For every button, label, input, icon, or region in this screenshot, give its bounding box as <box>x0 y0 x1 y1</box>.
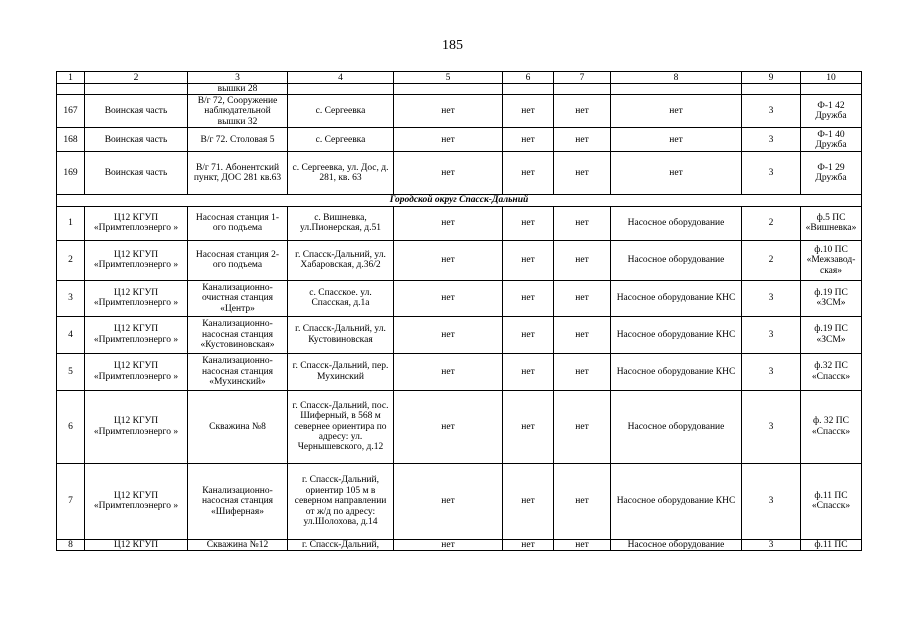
section-row <box>57 195 862 206</box>
table-cell: В/г 71. Абонентский пункт, ДОС 281 кв.63 <box>188 152 288 195</box>
table-cell: Насосное оборудование КНС <box>611 316 742 353</box>
table-cell: нет <box>554 240 611 280</box>
table-cell: г. Спасск-Дальний, пос. Шиферный, в 568 м севернее ориентира по адресу: ул. Чернышевского, д.12 <box>288 390 394 463</box>
table-cell: 167 <box>57 95 85 128</box>
table-cell: Скважина №12 <box>188 539 288 550</box>
column-header: 3 <box>188 72 288 84</box>
table-cell: 7 <box>57 463 85 539</box>
table-cell: Воинская часть <box>85 128 188 152</box>
table-cell: г. Спасск-Дальний, ориентир 105 м в северном направлении от ж/д по адресу: ул.Шолохова, д.14 <box>288 463 394 539</box>
column-header: 10 <box>801 72 862 84</box>
table-cell: 3 <box>57 280 85 316</box>
table-cell: нет <box>554 152 611 195</box>
table-cell: Ф-1 42 Дружба <box>801 95 862 128</box>
table-row <box>57 206 862 240</box>
table-cell: 4 <box>57 316 85 353</box>
table-cell: нет <box>394 539 503 550</box>
table-cell: Насосная станция 1-ого подъема <box>188 206 288 240</box>
table-cell: нет <box>503 390 554 463</box>
table-cell: нет <box>394 353 503 390</box>
table-cell: ф.19 ПС «ЗСМ» <box>801 316 862 353</box>
column-header: 8 <box>611 72 742 84</box>
table-row <box>57 280 862 316</box>
table-cell <box>57 84 85 95</box>
table-cell: нет <box>394 95 503 128</box>
table-cell: нет <box>503 240 554 280</box>
table-cell: 169 <box>57 152 85 195</box>
column-header: 2 <box>85 72 188 84</box>
table-cell: нет <box>394 240 503 280</box>
table-cell: г. Спасск-Дальний, ул. Хабаровская, д.36/2 <box>288 240 394 280</box>
table-cell: В/г 72, Сооружение наблюдательной вышки 32 <box>188 95 288 128</box>
table-cell: Ц12 КГУП «Примтеплоэнерго » <box>85 390 188 463</box>
page-number: 185 <box>442 38 463 53</box>
table-cell: нет <box>554 463 611 539</box>
table-cell: нет <box>611 95 742 128</box>
table-cell: Насосное оборудование КНС <box>611 353 742 390</box>
table-cell: ф.10 ПС «Межзавод-ская» <box>801 240 862 280</box>
table-row <box>57 152 862 195</box>
table-cell: нет <box>503 280 554 316</box>
table-cell: 6 <box>57 390 85 463</box>
column-header: 9 <box>742 72 801 84</box>
column-header: 4 <box>288 72 394 84</box>
table-cell <box>801 84 862 95</box>
table-cell: нет <box>503 463 554 539</box>
table-cell: Ц12 КГУП «Примтеплоэнерго » <box>85 463 188 539</box>
table-cell: г. Спасск-Дальний, ул. Кустовиновская <box>288 316 394 353</box>
section-title: Городской округ Спасск-Дальний <box>57 195 862 206</box>
table-cell: Насосное оборудование <box>611 390 742 463</box>
table-cell: нет <box>503 95 554 128</box>
table-cell <box>288 84 394 95</box>
table-cell: 8 <box>57 539 85 550</box>
table-cell: с. Сергеевка <box>288 95 394 128</box>
table-cell: нет <box>394 390 503 463</box>
table-cell: 168 <box>57 128 85 152</box>
table-row <box>57 390 862 463</box>
table-cell: с. Сергеевка <box>288 128 394 152</box>
table-cell: Насосное оборудование КНС <box>611 463 742 539</box>
table-cell: Ц12 КГУП «Примтеплоэнерго » <box>85 353 188 390</box>
table-cell: Ц12 КГУП «Примтеплоэнерго » <box>85 240 188 280</box>
table-cell: ф.32 ПС «Спасск» <box>801 353 862 390</box>
table-cell: Канализационно-насосная станция «Мухинский» <box>188 353 288 390</box>
column-header: 7 <box>554 72 611 84</box>
table-cell: нет <box>554 539 611 550</box>
column-number-row <box>57 72 862 84</box>
table-cell: нет <box>394 152 503 195</box>
table-cell: В/г 72. Столовая 5 <box>188 128 288 152</box>
table-cell: Насосная станция 2-ого подъема <box>188 240 288 280</box>
table-cell: нет <box>394 463 503 539</box>
table-cell: нет <box>394 316 503 353</box>
table-cell: с. Спасское. ул. Спасская, д.1а <box>288 280 394 316</box>
table-cell: нет <box>503 316 554 353</box>
table-cell: 1 <box>57 206 85 240</box>
table-row <box>57 84 862 95</box>
table-cell: нет <box>503 206 554 240</box>
table-cell: Ф-1 40 Дружба <box>801 128 862 152</box>
table-cell: нет <box>554 353 611 390</box>
table-cell: 3 <box>742 463 801 539</box>
table-cell: Насосное оборудование <box>611 240 742 280</box>
table-cell: Ц12 КГУП «Примтеплоэнерго » <box>85 280 188 316</box>
table-cell <box>85 84 188 95</box>
table-row <box>57 353 862 390</box>
table-cell: 3 <box>742 95 801 128</box>
table-cell: г. Спасск-Дальний, пер. Мухинский <box>288 353 394 390</box>
table-cell: Насосное оборудование <box>611 539 742 550</box>
table-cell: 3 <box>742 390 801 463</box>
table-cell: ф.19 ПС «ЗСМ» <box>801 280 862 316</box>
table-cell: ф.5 ПС «Вишневка» <box>801 206 862 240</box>
table-cell: нет <box>503 353 554 390</box>
table-cell: Насосное оборудование <box>611 206 742 240</box>
table-cell: нет <box>503 152 554 195</box>
table-cell: нет <box>394 206 503 240</box>
table-cell: Канализационно-насосная станция «Шиферная» <box>188 463 288 539</box>
table-cell: ф. 32 ПС «Спасск» <box>801 390 862 463</box>
table-cell: 2 <box>742 240 801 280</box>
table-cell: ф.11 ПС <box>801 539 862 550</box>
table-cell: нет <box>503 539 554 550</box>
column-header: 5 <box>394 72 503 84</box>
table-cell: 2 <box>742 206 801 240</box>
table-cell: Канализационно-насосная станция «Кустовиновская» <box>188 316 288 353</box>
table-cell: Воинская часть <box>85 152 188 195</box>
table-cell <box>503 84 554 95</box>
table-cell: с. Вишневка, ул.Пионерская, д.51 <box>288 206 394 240</box>
table-cell: 3 <box>742 152 801 195</box>
column-header: 6 <box>503 72 554 84</box>
table-cell: Канализационно-очистная станция «Центр» <box>188 280 288 316</box>
facilities-table <box>56 71 862 551</box>
table-cell: нет <box>503 128 554 152</box>
table-cell: 3 <box>742 353 801 390</box>
table-cell: нет <box>394 128 503 152</box>
table-cell: нет <box>554 280 611 316</box>
table-cell: нет <box>554 128 611 152</box>
table-cell: нет <box>554 316 611 353</box>
table-cell: нет <box>611 152 742 195</box>
table-cell: 5 <box>57 353 85 390</box>
table-row <box>57 128 862 152</box>
table-cell: г. Спасск-Дальний, <box>288 539 394 550</box>
table-cell: 2 <box>57 240 85 280</box>
table-cell: нет <box>394 280 503 316</box>
table-cell: Скважина №8 <box>188 390 288 463</box>
table-cell: вышки 28 <box>188 84 288 95</box>
column-header: 1 <box>57 72 85 84</box>
table-cell: нет <box>554 95 611 128</box>
table-cell: 3 <box>742 128 801 152</box>
table-row <box>57 463 862 539</box>
table-cell: Ц12 КГУП <box>85 539 188 550</box>
table-cell: 3 <box>742 316 801 353</box>
table-cell: Ц12 КГУП «Примтеплоэнерго » <box>85 206 188 240</box>
table-cell: Насосное оборудование КНС <box>611 280 742 316</box>
table-cell: с. Сергеевка, ул. Дос, д. 281, кв. 63 <box>288 152 394 195</box>
table-row <box>57 240 862 280</box>
table-cell: нет <box>611 128 742 152</box>
table-cell: нет <box>554 206 611 240</box>
table-cell: 3 <box>742 280 801 316</box>
table-cell <box>554 84 611 95</box>
table-row <box>57 316 862 353</box>
table-cell <box>611 84 742 95</box>
table-cell <box>394 84 503 95</box>
table-cell: ф.11 ПС «Спасск» <box>801 463 862 539</box>
table-cell: Ц12 КГУП «Примтеплоэнерго » <box>85 316 188 353</box>
table-cell: Воинская часть <box>85 95 188 128</box>
table-row <box>57 539 862 550</box>
table-cell: нет <box>554 390 611 463</box>
table-cell <box>742 84 801 95</box>
table-cell: Ф-1 29 Дружба <box>801 152 862 195</box>
table-cell: 3 <box>742 539 801 550</box>
table-row <box>57 95 862 128</box>
